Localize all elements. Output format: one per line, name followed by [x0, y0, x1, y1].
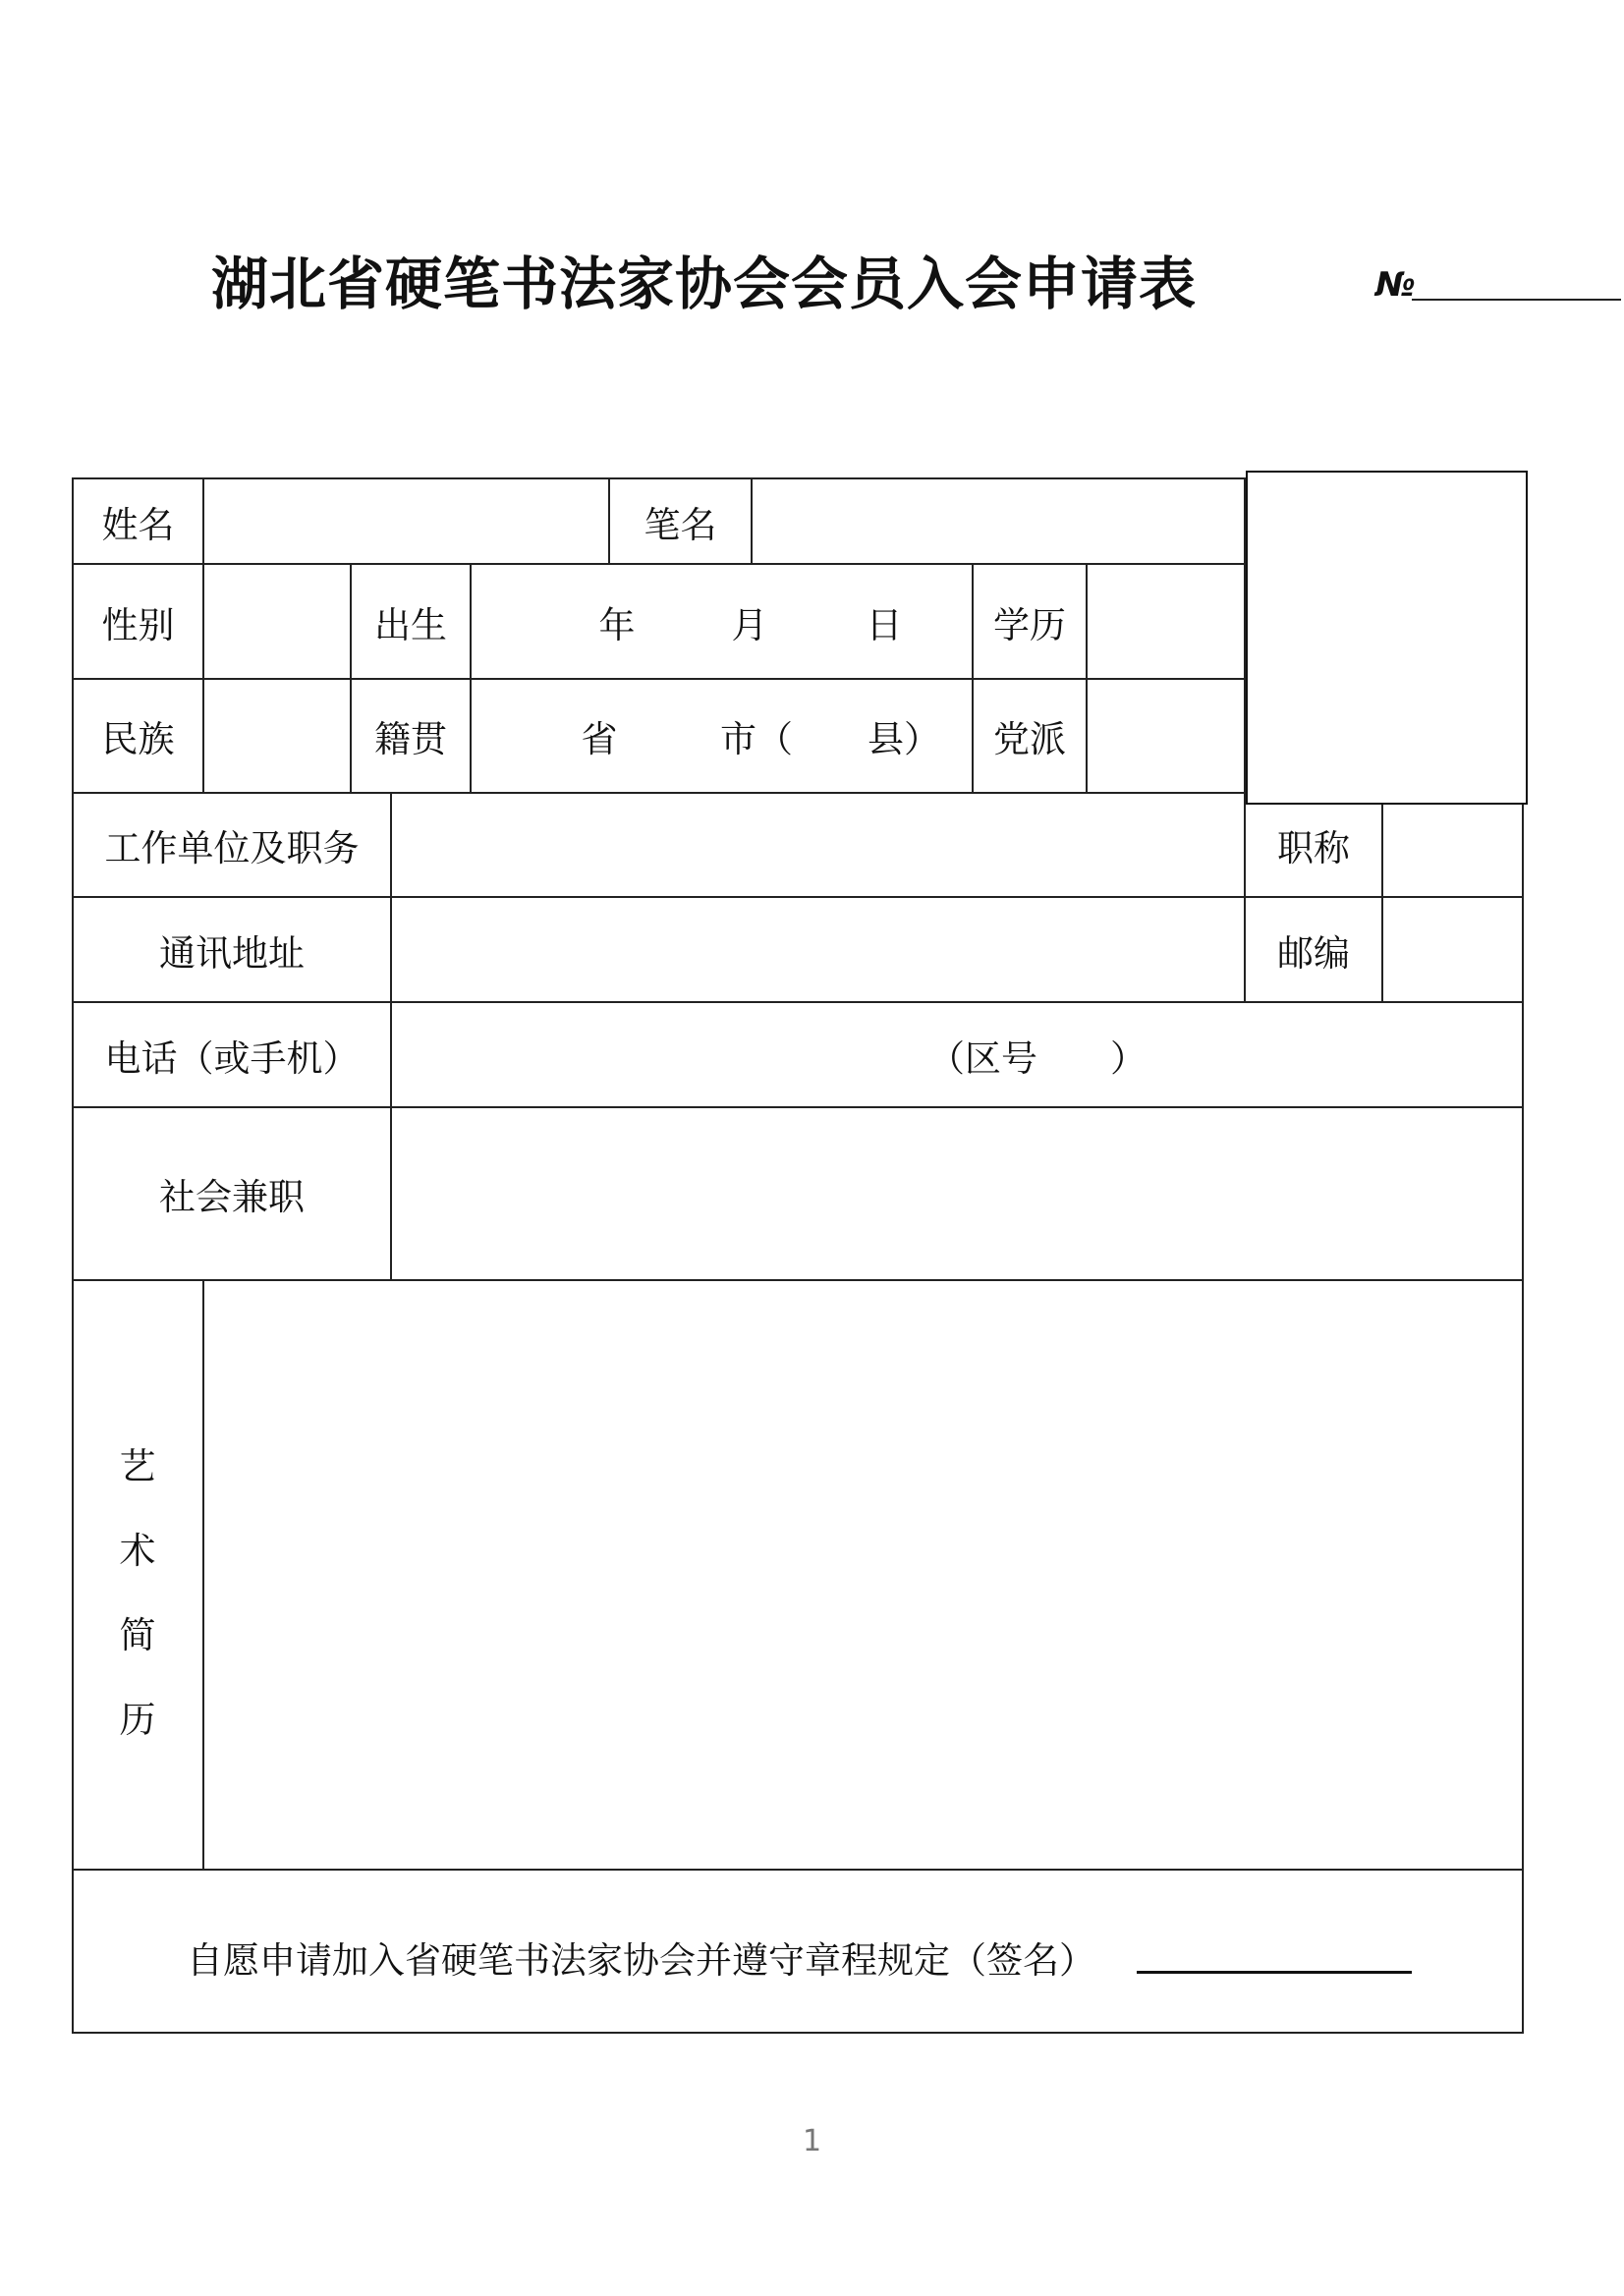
page-number: 1 [802, 2124, 822, 2158]
gender-label: 性别 [101, 603, 175, 646]
table-line [470, 563, 472, 792]
party-label: 党派 [993, 718, 1066, 760]
area-code-label: （区号 ） [928, 1036, 1147, 1080]
number-field-line[interactable] [1412, 299, 1621, 301]
name-label: 姓名 [101, 503, 175, 546]
native-place-label: 籍贯 [374, 718, 447, 760]
birth-month-label: 月 [731, 603, 768, 646]
birth-label: 出生 [374, 603, 447, 646]
work-unit-field[interactable] [392, 794, 1244, 896]
name-field[interactable] [204, 479, 608, 563]
party-field[interactable] [1088, 680, 1244, 792]
table-line [1522, 792, 1524, 2034]
penname-label: 笔名 [644, 503, 717, 546]
art-bio-label [73, 1425, 202, 1763]
social-position-label: 社会兼职 [159, 1176, 305, 1218]
art-bio-field[interactable] [204, 1281, 1522, 1869]
table-line [72, 1869, 1524, 1871]
signature-line[interactable] [1137, 1971, 1412, 1974]
art-bio-char: 术 [119, 1530, 156, 1572]
city-label: 市（ [720, 718, 793, 760]
ethnicity-label: 民族 [101, 718, 175, 760]
declaration-text: 自愿申请加入省硬笔书法家协会并遵守章程规定（签名） [187, 1939, 1095, 1982]
ethnicity-field[interactable] [204, 680, 350, 792]
title-rank-field[interactable] [1383, 794, 1522, 896]
work-unit-label: 工作单位及职务 [104, 827, 360, 869]
photo-box[interactable] [1246, 471, 1528, 805]
social-position-field[interactable] [392, 1108, 1522, 1279]
postcode-label: 邮编 [1277, 931, 1350, 975]
address-field[interactable] [392, 898, 1244, 1001]
postcode-field[interactable] [1383, 898, 1522, 1001]
address-label: 通讯地址 [159, 931, 305, 975]
form-title: 湖北省硬笔书法家协会会员入会申请表 [211, 251, 1198, 317]
art-bio-char: 简 [119, 1614, 156, 1656]
education-label: 学历 [993, 603, 1066, 646]
art-bio-char: 艺 [119, 1445, 156, 1487]
county-label: 县） [868, 718, 940, 760]
gender-field[interactable] [204, 565, 350, 678]
art-bio-char: 历 [119, 1699, 156, 1741]
penname-field[interactable] [753, 479, 1244, 563]
title-rank-label: 职称 [1277, 827, 1350, 869]
number-label: № [1375, 265, 1416, 305]
education-field[interactable] [1088, 565, 1244, 678]
phone-label: 电话（或手机） [104, 1036, 360, 1080]
birth-day-label: 日 [866, 603, 903, 646]
birth-year-label: 年 [598, 603, 636, 646]
province-label: 省 [581, 718, 618, 760]
table-line [72, 2032, 1524, 2034]
